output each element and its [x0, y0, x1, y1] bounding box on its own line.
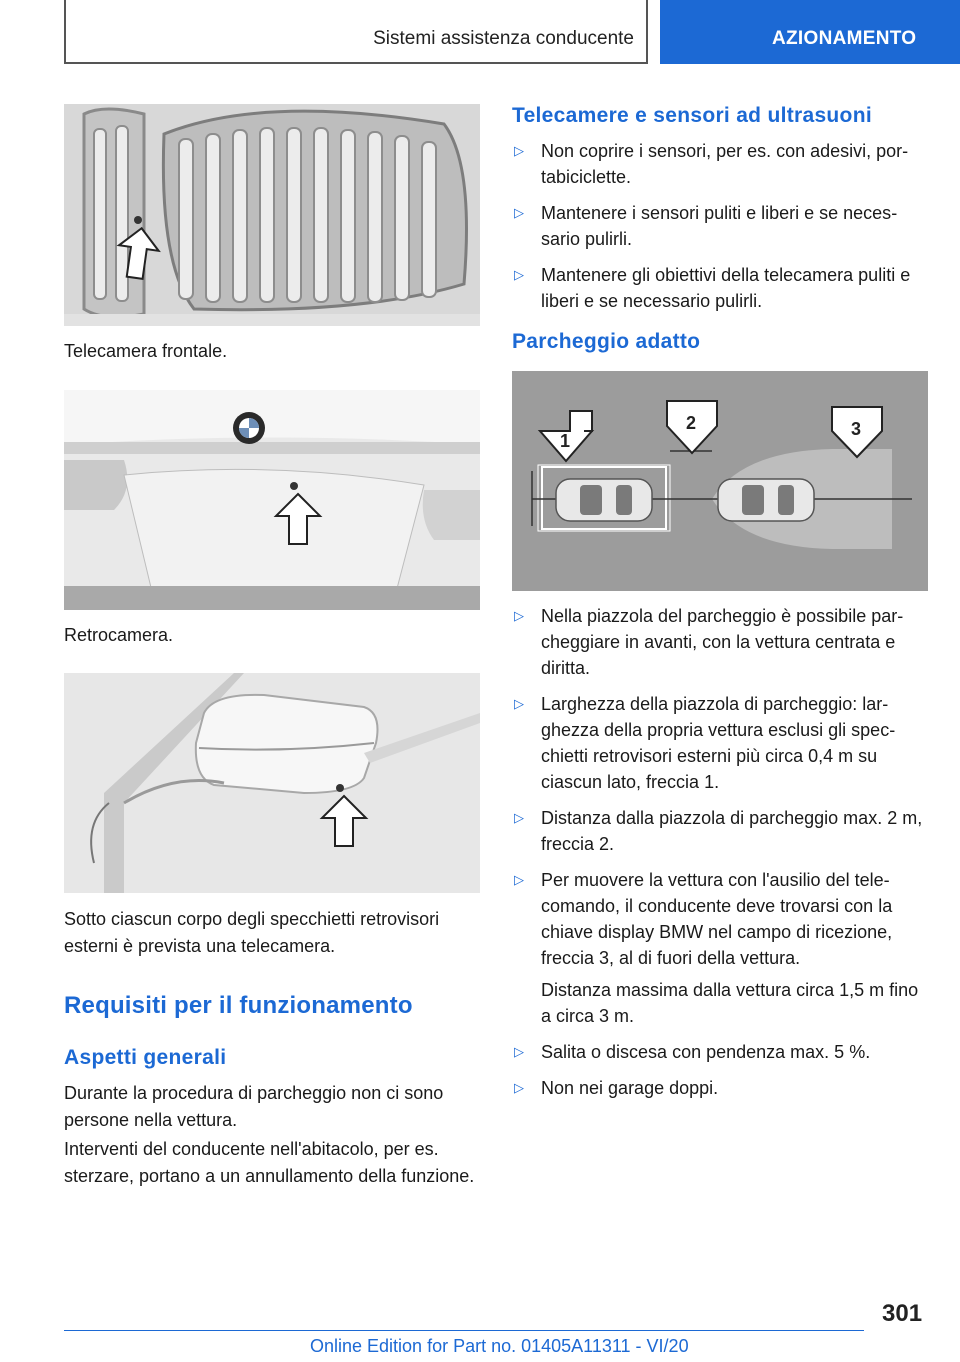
caption-rear-camera: Retrocamera. — [64, 625, 174, 645]
heading-sensori: Telecamere e sensori ad ultrasuoni — [512, 104, 872, 127]
triangle-right-icon: ▷ — [514, 608, 524, 623]
list-item: ▷ Larghezza della piazzola di parcheggio: larghezza della propria vettura esclusi gli specchietti retrovisori esterni più circa 0,4 m su ciascun lato, freccia 1. — [512, 691, 928, 795]
list-item: ▷ Mantenere gli obiettivi della telecamera puliti e liberi e se necessario pulirli. — [512, 262, 928, 314]
rear-camera-figure — [64, 390, 480, 610]
caption-mirror-camera: Sotto ciascun corpo degli specchietti retrovisori esterni è prevista una telecamera. — [64, 909, 440, 956]
heading-requisiti: Requisiti per il funzionamento — [64, 992, 413, 1019]
triangle-right-icon: ▷ — [514, 696, 524, 711]
paragraph-persons: Durante la procedura di parcheggio non ci sono persone nella vettura. — [64, 1083, 444, 1130]
front-camera-figure — [64, 104, 480, 326]
diagram-label-3: 3 — [851, 419, 862, 439]
mirror-camera-figure — [64, 673, 480, 893]
header-section-box — [64, 0, 648, 64]
list-item: ▷ Nella piazzola del parcheggio è possibile parcheggiare in avanti, con la vettura centrata e diritta. — [512, 603, 928, 681]
triangle-right-icon: ▷ — [514, 143, 524, 158]
list-item: ▷ Distanza dalla piazzola di parcheggio max. 2 m, freccia 2. — [512, 805, 928, 857]
triangle-right-icon: ▷ — [514, 810, 524, 825]
list-item: ▷ Per muovere la vettura con l'ausilio del telecomando, il conducente deve trovarsi con la chiave display BMW nel campo di ricezione, freccia 3, al di fuori della vettura. Distanza massima dalla vettura circa 1,5 m fino a circa 3 m. — [512, 867, 928, 1029]
list-item: ▷ Non nei garage doppi. — [512, 1075, 928, 1101]
list-item: ▷ Salita o discesa con pendenza max. 5 %. — [512, 1039, 928, 1065]
list-parcheggio — [512, 603, 928, 1111]
diagram-label-1: 1 — [560, 431, 571, 451]
chapter-title: AZIONAMENTO — [772, 28, 917, 49]
sub-note: Distanza massima dalla vettura circa 1,5 m fino a circa 3 m. — [541, 980, 919, 1026]
section-title: Sistemi assistenza conducente — [373, 28, 634, 49]
heading-aspetti-generali: Aspetti generali — [64, 1046, 227, 1069]
footer-edition: Online Edition for Part no. 01405A11311 - VI/20 — [310, 1336, 689, 1356]
paragraph-interventions: Interventi del conducente nell'abitacolo, per es. sterzare, portano a un annullamento della funzione. — [64, 1139, 475, 1186]
parking-diagram — [512, 371, 928, 591]
footer-divider — [64, 1330, 864, 1331]
heading-parcheggio: Parcheggio adatto — [512, 330, 701, 353]
triangle-right-icon: ▷ — [514, 205, 524, 220]
list-item: ▷ Mantenere i sensori puliti e liberi e se necessario pulirli. — [512, 200, 928, 252]
triangle-right-icon: ▷ — [514, 1080, 524, 1095]
triangle-right-icon: ▷ — [514, 1044, 524, 1059]
caption-front-camera: Telecamera frontale. — [64, 341, 228, 361]
list-item: ▷ Non coprire i sensori, per es. con adesivi, portabiciclette. — [512, 138, 928, 190]
triangle-right-icon: ▷ — [514, 872, 524, 887]
diagram-label-2: 2 — [686, 413, 697, 433]
page-number: 301 — [882, 1300, 923, 1327]
list-sensori — [512, 138, 928, 324]
triangle-right-icon: ▷ — [514, 267, 524, 282]
